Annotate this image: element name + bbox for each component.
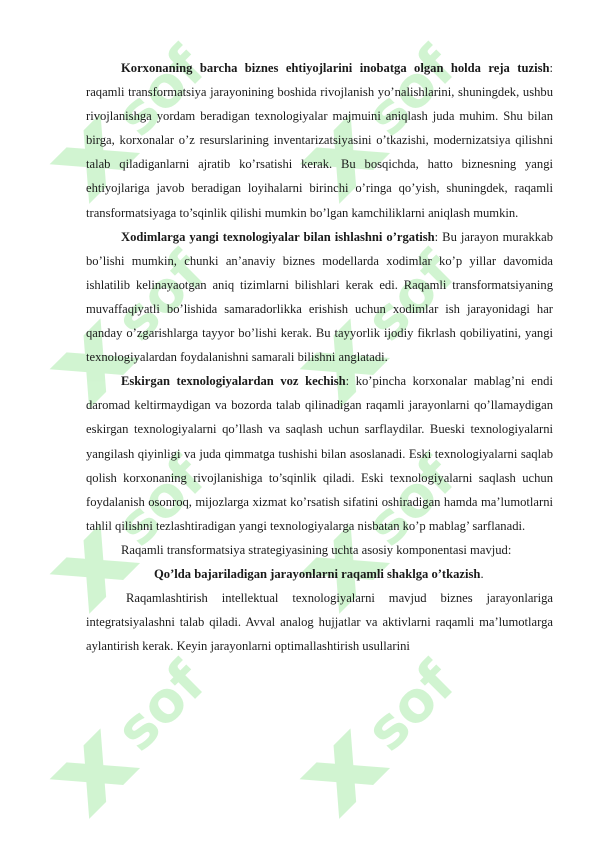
paragraph-strategy-intro — [86, 538, 553, 562]
heading-suffix: . — [480, 566, 484, 581]
watermark-logo-mark — [50, 728, 141, 819]
section-heading — [86, 562, 553, 586]
document-body — [86, 56, 553, 658]
paragraph-body: Raqamli transformatsiya strategiyasining uchta asosiy komponentasi mavjud: — [121, 542, 512, 557]
paragraph-lead: Eskirgan texnologiyalardan voz kechish — [121, 374, 346, 389]
paragraph-body: Raqamlashtirish intellektual texnologiyalarni mavjud biznes jarayonlariga integratsiyalashni talab qiladi. Avval analog hujjatlar va aktivlarni raqamli ma’lumotlarga aylantirish kerak. Keyin jarayonlarni optimallashtirish usullarini — [86, 591, 553, 654]
watermark-tile — [46, 649, 218, 821]
paragraph-legacy-tech — [86, 369, 553, 538]
paragraph-lead: Xodimlarga yangi texnologiyalar bilan ishlashni o’rgatish — [121, 229, 435, 244]
watermark-logo-text: sof — [104, 649, 219, 764]
watermark-logo-text: sof — [104, 444, 219, 559]
watermark-logo-text: sof — [354, 649, 469, 764]
paragraph-business-plan — [86, 56, 553, 225]
heading-text: Qo’lda bajariladigan jarayonlarni raqamli shaklga o’tkazish — [154, 566, 481, 581]
paragraph-body: : raqamli transformatsiya jarayonining boshida rivojlanish yo’nalishlarini, shuningdek, ushbu rivojlanishga yordam beradigan texnologiyalar majmuini aniqlash juda muhim. Shu bilan birga, korxonalar o’z resurslarining inventarizatsiyasini o’tkazishi, modernizatsiya qilishni talab qiladiganlarni ajratib ko’rsatishi kerak. Bu bosqichda, hatto biznesning yangi ehtiyojlariga javob beradigan loyihalarni birinchi o’ringa qo’yish, shuningdek, raqamli transformatsiyaga to’sqinlik qilishi mumkin bo’lgan kamchiliklarni aniqlash mumkin. — [86, 61, 553, 220]
paragraph-digitization — [86, 586, 553, 658]
paragraph-body: : Bu jarayon murakkab bo’lishi mumkin, chunki an’anaviy biznes modellarda xodimlar ko’p yillar davomida ishlatilib kelinayaotgan aniq tizimlarni bilishlari kerak edi. Raqamli transformatsiyaning muvaffaqiyatli bo’lishida samaradorlikka erishish uchun xodimlar ish jarayonidagi har qanday o’zgarishlarga tayyor bo’lishi kerak. Bu tayyorlik ijodiy fikrlash qobiliyatini, yangi texnologiyalardan foydalanishni samarali bilishni anglatadi. — [86, 229, 553, 365]
paragraph-staff-training — [86, 225, 553, 370]
watermark-logo-text: sof — [104, 34, 219, 149]
paragraph-body: : ko’pincha korxonalar mablag’ni endi daromad keltirmaydigan va bozorda talab qilinadigan raqamli jarayonlarni qo’llamaydigan eskirgan texnologiyalarni qo’llash va saqlash uchun sarflaydilar. Bueski texnologiyalarni yangilash qiyinligi va juda qimmatga tushishi bilan asoslanadi. Eski texnologiyalarni saqlab qolish korxonaning rivojlanishiga to’sqinlik qiladi. Eski texnologiyalarni saqlash uchun foydalanish osonroq, mijozlarga xizmat ko’rsatish sifatini oshiradigan hamda ma’lumotlarni tahlil qilishni tezlashtiradigan yangi texnologiyalarga nisbatan ko’p mablag’ sarflanadi. — [86, 374, 553, 533]
paragraph-lead: Korxonaning barcha biznes ehtiyojlarini inobatga olgan holda reja tuzish — [121, 61, 550, 75]
watermark-tile — [296, 649, 468, 821]
watermark-logo-text: sof — [354, 444, 469, 559]
watermark-logo-text: sof — [104, 239, 219, 354]
watermark-logo-text: sof — [354, 34, 469, 149]
watermark-logo-mark — [300, 728, 391, 819]
watermark-logo-text: sof — [354, 239, 469, 354]
